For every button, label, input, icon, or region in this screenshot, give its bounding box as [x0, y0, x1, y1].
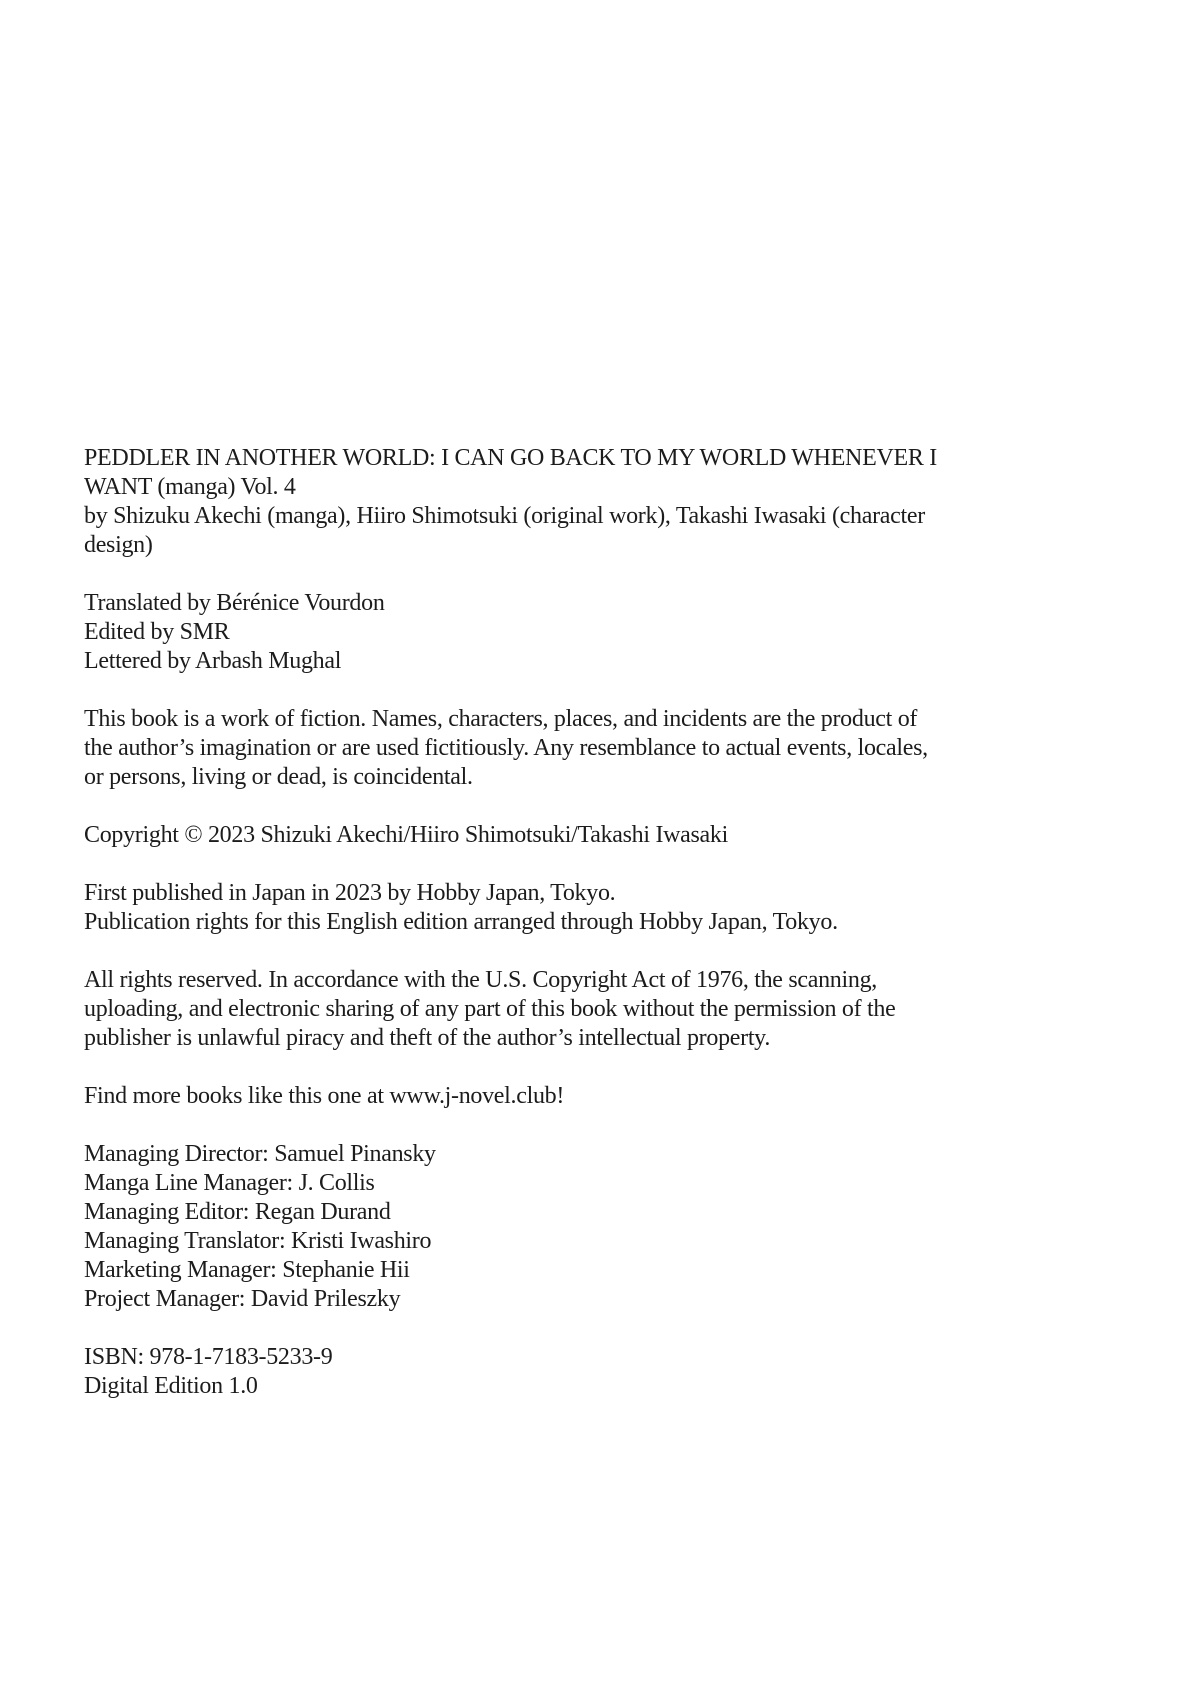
text-line: PEDDLER IN ANOTHER WORLD: I CAN GO BACK TO MY WORLD WHENEVER I	[84, 445, 937, 471]
rights-notice-paragraph	[84, 966, 1114, 1053]
text-line: Managing Editor: Regan Durand	[84, 1199, 391, 1225]
text-line: Edited by SMR	[84, 619, 230, 645]
text-line: Project Manager: David Prileszky	[84, 1286, 401, 1312]
text-line: Copyright © 2023 Shizuki Akechi/Hiiro Shimotsuki/Takashi Iwasaki	[84, 822, 728, 848]
fiction-disclaimer-paragraph	[84, 705, 1114, 792]
colophon-text-block	[84, 444, 1114, 1401]
text-line: design)	[84, 532, 153, 558]
text-line: or persons, living or dead, is coincidental.	[84, 764, 473, 790]
text-line: ISBN: 978-1-7183-5233-9	[84, 1344, 333, 1370]
translation-credits-paragraph	[84, 589, 1114, 676]
edition-info-paragraph	[84, 1343, 1114, 1401]
promo-paragraph	[84, 1082, 1114, 1111]
text-line: the author’s imagination or are used fictitiously. Any resemblance to actual events, locales,	[84, 735, 928, 761]
text-line: Translated by Bérénice Vourdon	[84, 590, 385, 616]
title-byline-paragraph	[84, 444, 1114, 560]
text-line: Marketing Manager: Stephanie Hii	[84, 1257, 410, 1283]
copyright-paragraph	[84, 821, 1114, 850]
staff-credits-paragraph	[84, 1140, 1114, 1314]
text-line: Publication rights for this English edition arranged through Hobby Japan, Tokyo.	[84, 909, 838, 935]
text-line: publisher is unlawful piracy and theft of the author’s intellectual property.	[84, 1025, 771, 1051]
text-line: WANT (manga) Vol. 4	[84, 474, 296, 500]
text-line: First published in Japan in 2023 by Hobby Japan, Tokyo.	[84, 880, 616, 906]
text-line: Managing Director: Samuel Pinansky	[84, 1141, 436, 1167]
text-line: Find more books like this one at www.j-novel.club!	[84, 1083, 565, 1109]
text-line: Manga Line Manager: J. Collis	[84, 1170, 375, 1196]
text-line: Digital Edition 1.0	[84, 1373, 258, 1399]
text-line: Managing Translator: Kristi Iwashiro	[84, 1228, 432, 1254]
text-line: This book is a work of fiction. Names, characters, places, and incidents are the product of	[84, 706, 918, 732]
text-line: Lettered by Arbash Mughal	[84, 648, 342, 674]
publication-history-paragraph	[84, 879, 1114, 937]
text-line: by Shizuku Akechi (manga), Hiiro Shimotsuki (original work), Takashi Iwasaki (character	[84, 503, 925, 529]
text-line: All rights reserved. In accordance with the U.S. Copyright Act of 1976, the scanning,	[84, 967, 877, 993]
text-line: uploading, and electronic sharing of any part of this book without the permission of the	[84, 996, 896, 1022]
